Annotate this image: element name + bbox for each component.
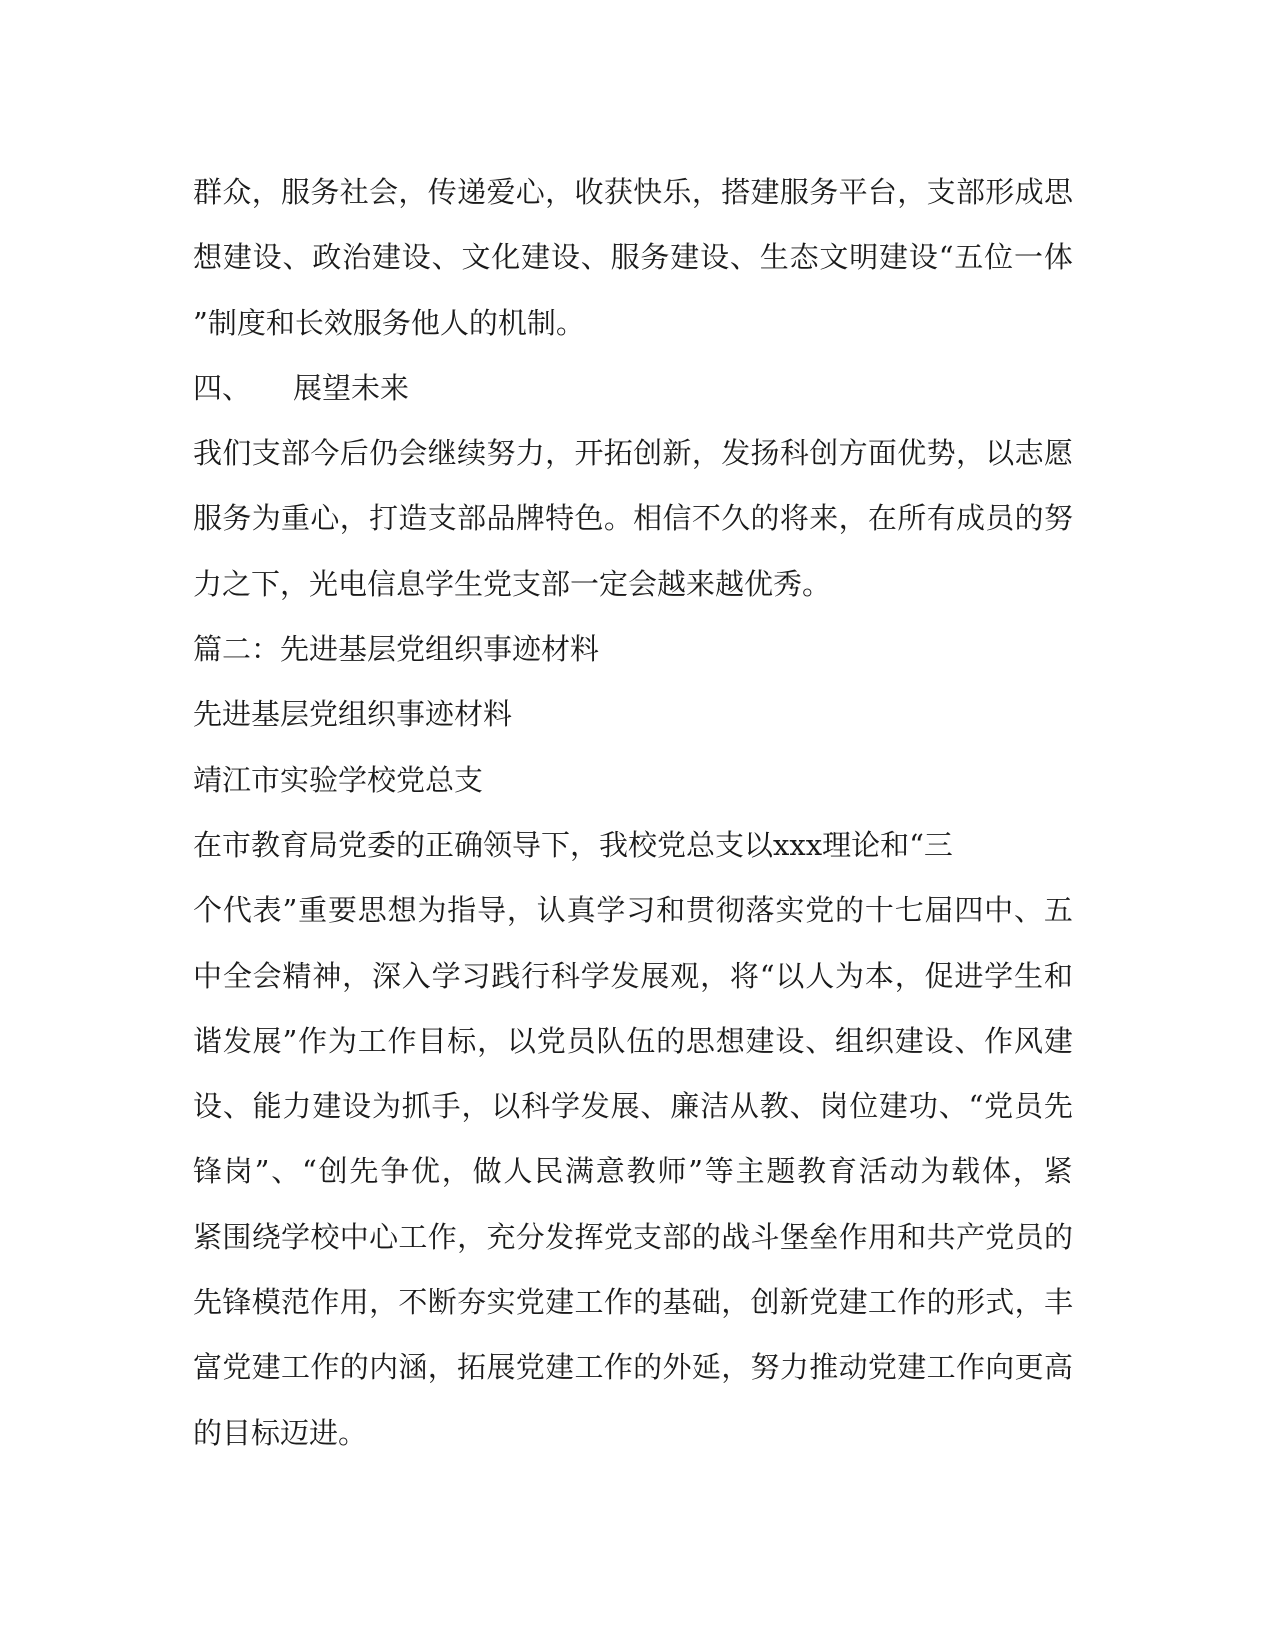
text-line: 中 全 会 精 神 ， 深 入 学 习 践 行 科 学 发 展 观 ， 将 “ 以 人 为 本 ， 促 进 学 生 和 <box>193 958 1073 993</box>
document-body <box>193 160 1073 1466</box>
text-line: 篇二：先进基层党组织事迹材料 <box>193 632 600 667</box>
text-line: 靖江市实验学校党总支 <box>193 762 484 797</box>
text-line: 紧 围 绕 学 校 中 心 工 作 ， 充 分 发 挥 党 支 部 的 战 斗 堡 垒 作 用 和 共 产 党 员 的 <box>193 1219 1073 1254</box>
text-line: 力之下，光电信息学生党支部一定会越来越优秀。 <box>193 566 832 601</box>
text-line: 个 代 表 ” 重 要 思 想 为 指 导 ， 认 真 学 习 和 贯 彻 落 实 党 的 十 七 届 四 中 、 五 <box>193 893 1073 928</box>
text-line: 先进基层党组织事迹材料 <box>193 697 513 732</box>
text-line: 群 众 ， 服 务 社 会 ， 传 递 爱 心 ， 收 获 快 乐 ， 搭 建 服 务 平 台 ， 支 部 形 成 思 <box>193 175 1073 209</box>
text-line: 想 建 设 、 政 治 建 设 、 文 化 建 设 、 服 务 建 设 、 生 态 文 明 建 设 “ 五 位 一 体 <box>193 240 1073 275</box>
section-heading-number: 四、 <box>193 370 252 405</box>
section-heading <box>193 356 1073 421</box>
text-line: 锋 岗 ” 、 “ 创 先 争 优 ， 做 人 民 满 意 教 师 ” 等 主 题 教 育 活 动 为 载 体 ， 紧 <box>193 1154 1073 1189</box>
text-line: 服 务 为 重 心 ， 打 造 支 部 品 牌 特 色 。 相 信 不 久 的 将 来 ， 在 所 有 成 员 的 努 <box>193 501 1073 536</box>
text-line: 的目标迈进。 <box>193 1415 368 1450</box>
section-heading-title: 展望未来 <box>293 370 410 405</box>
text-line: ”制度和长效服务他人的机制。 <box>193 305 585 340</box>
text-line: 我 们 支 部 今 后 仍 会 继 续 努 力 ， 开 拓 创 新 ， 发 扬 科 创 方 面 优 势 ， 以 志 愿 <box>193 436 1073 471</box>
text-line: 谐 发 展 ” 作 为 工 作 目 标 ， 以 党 员 队 伍 的 思 想 建 设 、 组 织 建 设 、 作 风 建 <box>193 1023 1073 1058</box>
text-line: 先 锋 模 范 作 用 ， 不 断 夯 实 党 建 工 作 的 基 础 ， 创 新 党 建 工 作 的 形 式 ， 丰 <box>193 1285 1073 1320</box>
text-line: 在市教育局党委的正确领导下，我校党总支以xxx理论和“三 <box>193 827 953 862</box>
text-line: 设 、 能 力 建 设 为 抓 手 ， 以 科 学 发 展 、 廉 洁 从 教 、 岗 位 建 功 、 “ 党 员 先 <box>193 1089 1073 1124</box>
text-line: 富 党 建 工 作 的 内 涵 ， 拓 展 党 建 工 作 的 外 延 ， 努 力 推 动 党 建 工 作 向 更 高 <box>193 1350 1073 1385</box>
